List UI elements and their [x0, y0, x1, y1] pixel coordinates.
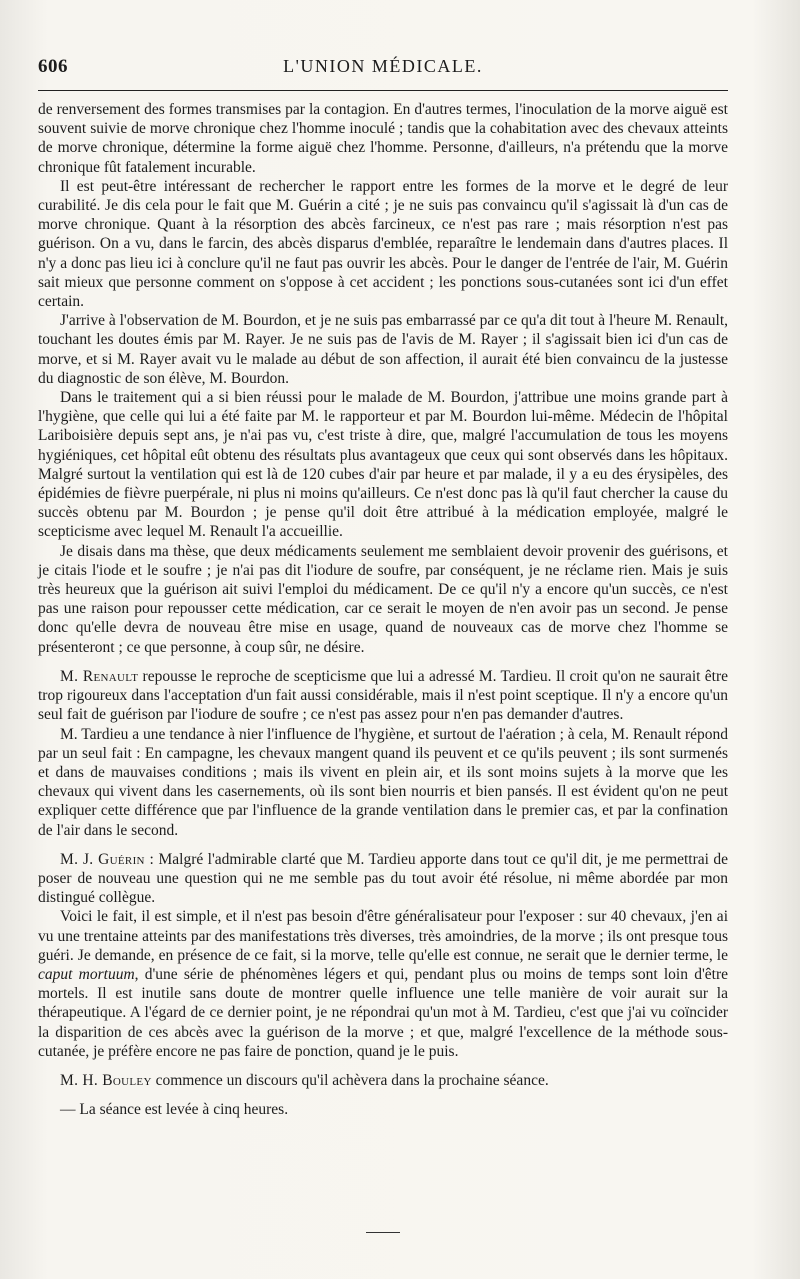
- paragraph-text: repousse le reproche de scepticisme que lui a adressé M. Tardieu. Il croit qu'on ne saurait être trop rigoureux dans l'acceptation d'un fait aussi considérable, mais il n'est point sceptique. Il n'y a encore qu'un seul fait de guérison par l'iodure de soufre ; ce n'est pas assez pour n'en pas demander d'autres.: [38, 667, 728, 724]
- paragraph: Il est peut-être intéressant de rechercher le rapport entre les formes de la morve et le degré de leur curabilité. Je dis cela pour le fait que M. Guérin a cité ; je ne suis pas convaincu qu'il s'agissait là d'un cas de morve chronique. Quant à la résorption des abcès farcineux, ce n'est pas rare ; mais résorption n'est pas guérison. On a vu, dans le farcin, des abcès disparus d'emblée, reparaître le lendemain dans d'autres places. Il n'y a donc pas lieu ici à conclure qu'il ne faut pas ouvrir les abcès. Pour le danger de l'entrée de l'air, M. Guérin sait mieux que personne comment on s'oppose à cet accident ; les ponctions sous-cutanées sont ici d'un effet certain.: [38, 177, 728, 311]
- paragraph: J'arrive à l'observation de M. Bourdon, et je ne suis pas embarrassé par ce qu'a dit tout à l'heure M. Renault, touchant les doutes émis par M. Rayer. Je ne suis pas de l'avis de M. Rayer ; il s'agissait bien ici d'un cas de morve, et si M. Rayer avait vu le malade au début de son affection, il aurait été bien convaincu de la justesse du diagnostic de son élève, M. Bourdon.: [38, 312, 729, 387]
- paragraph-text: Voici le fait, il est simple, et il n'est pas besoin d'être généralisateur pour l'exposer : sur 40 chevaux, j'en ai vu une trentaine atteints par des manifestations très diverses, très amoindries, de la morve ; ils ont presque tous guéri. Je demande, en présence de ce fait, si la morve, telle qu'elle est connue, ne serait que le dernier terme, le: [38, 908, 728, 964]
- paragraph: Dans le traitement qui a si bien réussi pour le malade de M. Bourdon, j'attribue une moins grande part à l'hygiène, que celle qui lui a été faite par M. le rapporteur et par M. Bourdon lui-même. Médecin de l'hôpital Lariboisière depuis sept ans, je n'ai pas vu, c'est triste à dire, que, malgré l'accumulation de tous les moyens hygiéniques, cet hôpital eût obtenu des résultats plus avantageux que ceux qui sont observés dans les hôpitaux. Malgré surtout la ventilation qui est là de 120 cubes d'air par heure et par malade, il y a eu des érysipèles, des épidémies de fièvre puerpérale, ni plus ni moins qu'ailleurs. Ce n'est donc pas là qu'il faut chercher la cause du succès obtenu par M. Bourdon ; je pense qu'il doit être attribué à la médication employée, malgré le scepticisme avec lequel M. Renault l'a accueillie.: [38, 389, 728, 541]
- header-rule: [38, 90, 728, 91]
- paragraph: [38, 667, 728, 725]
- page-header: [38, 52, 728, 82]
- paragraph: M. Tardieu a une tendance à nier l'influence de l'hygiène, et surtout de l'aération ; à cela, M. Renault répond par un seul fait : En campagne, les chevaux mangent quand ils peuvent et ce qu'ils peuvent ; ils sont surmenés et dans de mauvaises conditions ; mais ils vivent en plein air, et ils sont moins sujets à la morve que les chevaux qui vivent dans les casernements, où ils sont bien nourris et bien pansés. Il est évident qu'on ne peut expliquer cette différence que par l'influence de la grande ventilation dans le premier cas, et par la confination de l'air dans le second.: [38, 725, 728, 839]
- paragraph-text: commence un discours qu'il achèvera dans la prochaine séance.: [151, 1071, 549, 1089]
- italic-term: caput mortuum: [38, 965, 135, 983]
- paragraph: de renversement des formes transmises par la contagion. En d'autres termes, l'inoculation de la morve aiguë est souvent suivie de morve chronique chez l'homme inoculé ; tandis que la cohabitation avec des chevaux atteints de morve chronique, détermine la forme aiguë chez l'homme. Personne, d'ailleurs, n'a prétendu que la morve chronique fût fatalement incurable.: [38, 101, 728, 176]
- paragraph: [38, 850, 728, 908]
- paragraph: [38, 1071, 728, 1090]
- paragraph: Je disais dans ma thèse, que deux médicaments seulement me semblaient devoir provenir des guérisons, et je citais l'iode et le soufre ; je n'ai pas dit l'iodure de soufre, par conséquent, je ne réclame rien. Mais je suis très heureux que la guérison ait suivi l'emploi du médicament. De ce qu'il n'y a encore qu'un succès, ce n'est pas une raison pour repousser cette médication, car ce serait le moyen de n'en avoir pas un second. Je pense donc qu'elle devra de nouveau être mise en usage, quand de nouveaux cas de morve chez l'homme se présenteront ; ce que personne, à coup sûr, ne désire.: [38, 542, 728, 656]
- speaker-name: M. H. Bouley: [60, 1071, 152, 1089]
- paragraph: — La séance est levée à cinq heures.: [60, 1101, 289, 1119]
- paragraph: [38, 907, 728, 1061]
- journal-title: L'UNION MÉDICALE.: [283, 56, 483, 76]
- article-body: [38, 100, 728, 1119]
- paragraph-text: Malgré l'admirable clarté que M. Tardieu apporte dans tout ce qu'il dit, je me permettrai de poser de nouveau une question qui ne me semble pas du tout avoir été résolue, ni même abordée par mon distingué collègue.: [38, 850, 728, 907]
- speaker-name: M. Renault: [60, 667, 139, 685]
- paragraph-text: , d'une série de phénomènes légers et qui, pendant plus ou moins de temps sont loin d'être mortels. Il est inutile sans doute de montrer quelle influence une telle manière de voir aurait sur la thérapeutique. A l'égard de ce dernier point, je ne répondrai qu'un mot à M. Tardieu, c'est que j'ai vu coïncider la disparition de ces abcès avec la guérison de la morve ; et que, malgré l'excellence de la méthode sous-cutanée, je préfère encore ne pas faire de ponction, quand je le puis.: [38, 965, 728, 1060]
- end-rule: [366, 1232, 400, 1233]
- page-number: 606: [38, 56, 68, 77]
- speaker-name: M. J. Guérin :: [60, 850, 155, 868]
